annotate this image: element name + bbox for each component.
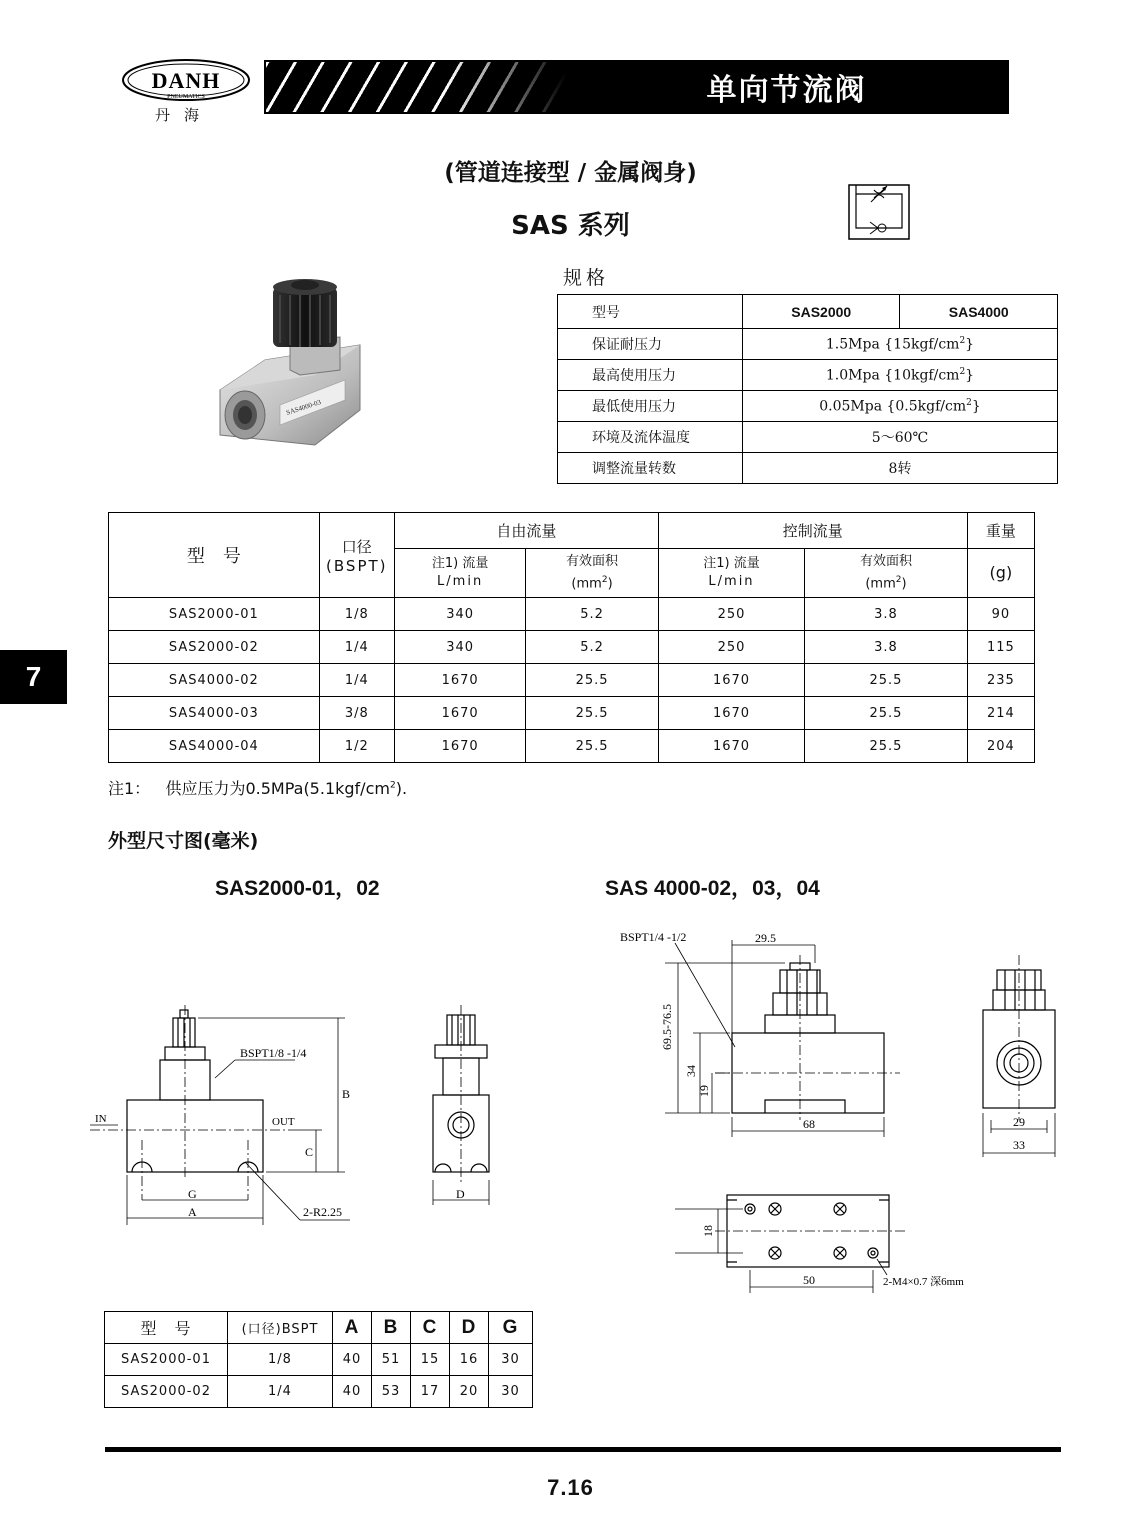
spec-value-cell: 1.0Mpa $\{10kgf/cm^2\}$ [743, 360, 1058, 391]
table-row: SAS2000-01 1/8 340 5.2 250 3.8 90 [109, 598, 1035, 631]
dim-a-label: A [188, 1205, 197, 1219]
spec-header-sas4000: SAS4000 [900, 295, 1058, 329]
throttle-valve-symbol-icon [848, 184, 910, 240]
table-row [558, 422, 1058, 453]
chapter-tab: 7 [0, 650, 67, 704]
spec-label-cell: 调整流量转数 [558, 453, 743, 484]
dim-18: 18 [701, 1225, 715, 1237]
spec-label-cell: 环境及流体温度 [558, 422, 743, 453]
table-row [558, 360, 1058, 391]
model-label-sas4000: SAS 4000-02，03，04 [605, 877, 820, 900]
dim-b-label: B [342, 1087, 351, 1101]
col-free-flow-rate: 注1) 流量 L/min [394, 549, 525, 598]
product-photo [215, 275, 375, 455]
logo-cn: 丹海 [155, 106, 214, 124]
flow-table [108, 512, 1035, 763]
spec-label: 规格 [563, 267, 610, 289]
spec-label-cell: 保证耐压力 [558, 329, 743, 360]
dim-68: 68 [803, 1117, 815, 1131]
svg-text:SAS4000-03: SAS4000-03 [285, 398, 323, 417]
subtitle: (管道连接型 / 金属阀身) [444, 160, 697, 186]
footer-rule [105, 1447, 1061, 1452]
out-label: OUT [272, 1116, 295, 1128]
table-row: SAS2000-02 1/4 340 5.2 250 3.8 115 [109, 631, 1035, 664]
col-model: 型 号 [109, 513, 320, 598]
dim-c-label: C [305, 1145, 314, 1159]
holes-label: 2-R2.25 [303, 1205, 342, 1219]
table-row: SAS4000-03 3/8 1670 25.5 1670 25.5 214 [109, 697, 1035, 730]
dim-width: 29.5 [755, 931, 776, 945]
col-ctrl-area: 有效面积 $(mm^2)$ [805, 549, 968, 598]
table-row: 型 号 (口径)BSPT A B C D G [105, 1312, 533, 1344]
logo-sub: PNEUMATICS [167, 94, 205, 100]
table-row [558, 453, 1058, 484]
spec-header-sas2000: SAS2000 [743, 295, 900, 329]
drawing-sas2000 [90, 1000, 510, 1240]
table-row [558, 295, 1058, 329]
col-free-area: 有效面积 $(mm^2)$ [526, 549, 658, 598]
logo-text: DANH [151, 68, 221, 93]
spec-label-cell: 最低使用压力 [558, 391, 743, 422]
spec-header-model: 型号 [558, 295, 743, 329]
spec-value-cell: 8转 [743, 453, 1058, 484]
col-weight: 重量 [967, 513, 1034, 549]
col-weight-unit: (g) [967, 549, 1034, 598]
spec-value-cell: 1.5Mpa $\{15kgf/cm^2\}$ [743, 329, 1058, 360]
table-row [558, 329, 1058, 360]
in-label: IN [95, 1113, 107, 1125]
drawing-sas4000 [615, 925, 1075, 1305]
dim-50: 50 [803, 1273, 815, 1287]
title-bar [264, 60, 1009, 114]
dim-d-label: D [456, 1187, 465, 1201]
table-row [109, 513, 1035, 549]
dim-34: 34 [684, 1065, 698, 1077]
dimension-table [104, 1311, 533, 1408]
col-free-flow: 自由流量 [394, 513, 658, 549]
holes-label-b: 2-M4×0.7 深6mm [883, 1276, 964, 1288]
dim-height-range: 69.5-76.5 [660, 1004, 674, 1050]
footnote: 注1： 供应压力为$0.5MPa(5.1kgf/cm^2)$. [108, 779, 408, 798]
spec-label-cell: 最高使用压力 [558, 360, 743, 391]
port-label-b: BSPT1/4 -1/2 [620, 930, 687, 944]
table-row: SAS2000-01 1/8 40 51 15 16 30 [105, 1344, 533, 1376]
spec-table [557, 294, 1058, 484]
dimension-heading: 外型尺寸图(毫米) [108, 830, 259, 852]
col-port: 口径 (BSPT) [319, 513, 394, 598]
port-label: BSPT1/8 -1/4 [240, 1046, 307, 1060]
table-row: SAS4000-04 1/2 1670 25.5 1670 25.5 204 [109, 730, 1035, 763]
spec-value-cell: 5～60℃ [743, 422, 1058, 453]
spec-value-cell: 0.05Mpa $\{0.5kgf/cm^2\}$ [743, 391, 1058, 422]
table-row: SAS4000-02 1/4 1670 25.5 1670 25.5 235 [109, 664, 1035, 697]
page-title: 单向节流阀 [706, 73, 867, 108]
col-ctrl-flow: 控制流量 [658, 513, 967, 549]
dim-19: 19 [697, 1085, 711, 1097]
dim-g-label: G [188, 1187, 197, 1201]
series-title: SAS 系列 [511, 211, 630, 241]
table-row: SAS2000-02 1/4 40 53 17 20 30 [105, 1376, 533, 1408]
dim-29: 29 [1013, 1115, 1025, 1129]
model-label-sas2000: SAS2000-01，02 [215, 877, 380, 900]
table-row [558, 391, 1058, 422]
col-ctrl-flow-rate: 注1) 流量 L/min [658, 549, 804, 598]
page-number: 7.16 [547, 1475, 594, 1500]
dim-33: 33 [1013, 1138, 1025, 1152]
